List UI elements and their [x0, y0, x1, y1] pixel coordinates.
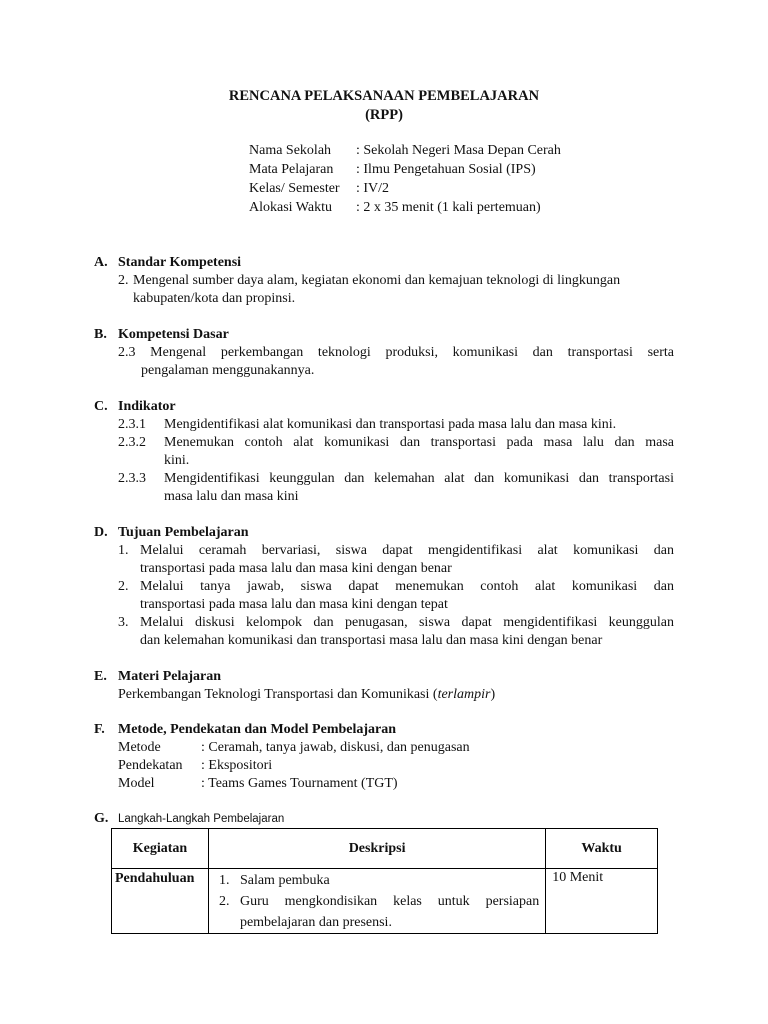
objective-text: transportasi pada masa lalu dan masa kini dengan tepat: [140, 597, 448, 612]
section-b-letter: B.: [94, 327, 107, 342]
activity-name: Pendahuluan: [115, 871, 195, 886]
table-header-row: [112, 829, 658, 869]
section-e-letter: E.: [94, 669, 107, 684]
objective-text: transportasi pada masa lalu dan masa kini dengan benar: [140, 561, 452, 576]
section-f-heading: Metode, Pendekatan dan Model Pembelajaran: [118, 722, 397, 737]
identity-label: Nama Sekolah: [249, 143, 332, 158]
method-value: : Teams Games Tournament (TGT): [201, 776, 398, 791]
objective-text: Melalui tanya jawab, siswa dapat menemukan contoh alat komunikasi dan: [140, 579, 674, 594]
section-b-line: pengalaman menggunakannya.: [141, 363, 315, 378]
section-a-heading: Standar Kompetensi: [118, 255, 242, 270]
objective-text: Melalui ceramah bervariasi, siswa dapat mengidentifikasi alat komunikasi dan: [140, 543, 674, 558]
section-g-heading: Langkah-Langkah Pembelajaran: [118, 813, 285, 825]
indicator-text: Mengidentifikasi alat komunikasi dan transportasi pada masa lalu dan masa kini.: [164, 417, 617, 432]
table-cell-deskripsi: [208, 869, 545, 934]
method-value: : Ceramah, tanya jawab, diskusi, dan penugasan: [201, 740, 470, 755]
identity-value: : 2 x 35 menit (1 kali pertemuan): [356, 200, 541, 215]
section-c-letter: C.: [94, 399, 108, 414]
identity-value: : IV/2: [356, 181, 390, 196]
list-item-number: 1.: [218, 873, 230, 888]
section-d-letter: D.: [94, 525, 108, 540]
indicator-number: 2.3.1: [118, 417, 146, 432]
indicator-text: masa lalu dan masa kini: [164, 489, 299, 504]
material-text-main: Perkembangan Teknologi Transportasi dan Komunikasi (: [118, 687, 438, 702]
objective-text: dan kelemahan komunikasi dan transportasi masa lalu dan masa kini dengan benar: [140, 633, 603, 648]
objective-number: 3.: [118, 615, 129, 630]
document-title: RENCANA PELAKSANAAN PEMBELAJARAN: [228, 88, 540, 104]
duration-value: 10 Menit: [552, 870, 604, 885]
list-item-text: Guru mengkondisikan kelas untuk persiapan: [239, 894, 540, 909]
indicator-number: 2.3.3: [118, 471, 146, 486]
identity-value: : Sekolah Negeri Masa Depan Cerah: [356, 143, 561, 158]
section-a-letter: A.: [94, 255, 108, 270]
identity-label: Kelas/ Semester: [249, 181, 340, 196]
table-cell-kegiatan: [112, 869, 209, 934]
document-subtitle: (RPP): [365, 107, 403, 123]
material-text-close: ): [490, 687, 496, 702]
identity-value: : Ilmu Pengetahuan Sosial (IPS): [356, 162, 536, 177]
list-item: [209, 891, 539, 933]
section-d-heading: Tujuan Pembelajaran: [118, 525, 249, 540]
objective-text: Melalui diskusi kelompok dan penugasan, siswa dapat mengidentifikasi keunggulan: [140, 615, 674, 630]
section-b-line: 2.3 Mengenal perkembangan teknologi produksi, komunikasi dan transportasi serta: [118, 345, 674, 360]
table-header-waktu: Waktu: [546, 829, 658, 869]
material-text-italic: terlampir: [437, 687, 491, 702]
method-label: Pendekatan: [118, 758, 183, 773]
list-item-text: pembelajaran dan presensi.: [239, 915, 392, 930]
table-cell-waktu: [546, 869, 658, 934]
indicator-text: kini.: [164, 453, 190, 468]
steps-table: [111, 828, 658, 934]
table-row: [112, 869, 658, 934]
section-a-number: 2.: [118, 273, 129, 288]
section-c-heading: Indikator: [118, 399, 176, 414]
section-f-letter: F.: [94, 722, 105, 737]
description-list: [209, 870, 539, 933]
method-label: Metode: [118, 740, 161, 755]
list-item: [209, 870, 539, 891]
objective-number: 1.: [118, 543, 129, 558]
indicator-text: Mengidentifikasi keunggulan dan kelemahan alat dan komunikasi dan transportasi: [164, 471, 674, 486]
method-label: Model: [118, 776, 155, 791]
list-item-number: 2.: [218, 894, 230, 909]
indicator-number: 2.3.2: [118, 435, 146, 450]
section-b-heading: Kompetensi Dasar: [118, 327, 229, 342]
section-a-line: kabupaten/kota dan propinsi.: [133, 291, 296, 306]
indicator-text: Menemukan contoh alat komunikasi dan transportasi pada masa lalu dan masa: [164, 435, 674, 450]
objective-number: 2.: [118, 579, 129, 594]
method-value: : Ekspositori: [201, 758, 273, 773]
material-text: [118, 686, 495, 704]
identity-label: Alokasi Waktu: [249, 200, 332, 215]
table-header-deskripsi: Deskripsi: [208, 829, 545, 869]
table-header-kegiatan: Kegiatan: [112, 829, 209, 869]
section-e-heading: Materi Pelajaran: [118, 669, 222, 684]
list-item-text: Salam pembuka: [239, 873, 330, 888]
section-g-letter: G.: [94, 811, 109, 826]
identity-label: Mata Pelajaran: [249, 162, 334, 177]
section-a-line: Mengenal sumber daya alam, kegiatan ekonomi dan kemajuan teknologi di lingkungan: [133, 273, 621, 288]
